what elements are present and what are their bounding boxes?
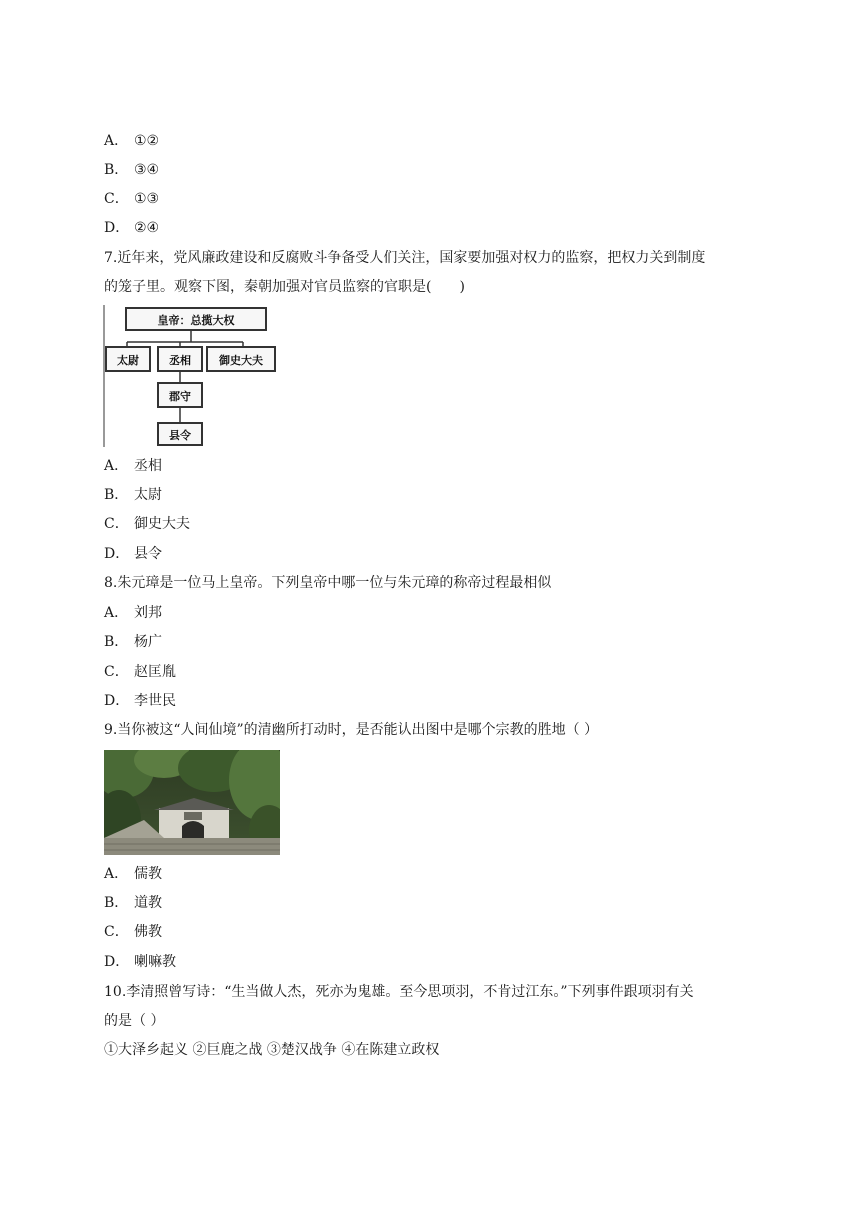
- box-emperor: [126, 308, 266, 330]
- svg-text:郡守: 郡守: [169, 390, 191, 403]
- option-text: 丞相: [134, 458, 162, 474]
- q10-stem-line2: 的是（ ）: [104, 1013, 165, 1029]
- option-letter: B．: [104, 162, 129, 178]
- q9-option-c: [104, 922, 162, 942]
- box-taiwei: [106, 347, 150, 371]
- qin-government-diagram: [103, 305, 278, 447]
- q7-stem-line1: 7.近年来，党风廉政建设和反腐败斗争备受人们关注，国家要加强对权力的监察，把权力关到制度: [104, 250, 706, 266]
- option-letter: C．: [104, 924, 129, 940]
- option-letter: C．: [104, 516, 129, 532]
- option-text: 李世民: [134, 693, 176, 709]
- option-text: 太尉: [134, 487, 162, 503]
- box-junshou: [158, 383, 202, 407]
- svg-text:丞相: 丞相: [169, 354, 191, 367]
- q7-stem-line2: 的笼子里。观察下图，秦朝加强对官员监察的官职是( ): [104, 279, 465, 295]
- option-letter: D．: [104, 693, 130, 709]
- option-letter: B．: [104, 487, 129, 503]
- option-text: 儒教: [134, 866, 162, 882]
- option-letter: A．: [104, 866, 129, 882]
- option-text: 御史大夫: [134, 516, 190, 532]
- option-text: 佛教: [134, 924, 162, 940]
- option-letter: C．: [104, 191, 129, 207]
- q10-choices: ①大泽乡起义 ②巨鹿之战 ③楚汉战争 ④在陈建立政权: [104, 1042, 440, 1058]
- q7-option-c: [104, 514, 190, 534]
- q9-stem: 9.当你被这“人间仙境”的清幽所打动时，是否能认出图中是哪个宗教的胜地（ ）: [104, 722, 599, 738]
- box-chengxiang: [158, 347, 202, 371]
- temple-photo: [104, 750, 280, 855]
- option-text: 道教: [134, 895, 162, 911]
- option-text: ③④: [134, 162, 160, 178]
- option-letter: B．: [104, 634, 129, 650]
- option-text: 县令: [134, 546, 162, 562]
- option-letter: D．: [104, 220, 130, 236]
- option-letter: B．: [104, 895, 129, 911]
- box-xianling: [158, 423, 202, 445]
- q8-option-d: [104, 691, 176, 711]
- q9-option-a: [104, 864, 162, 884]
- q8-stem: 8.朱元璋是一位马上皇帝。下列皇帝中哪一位与朱元璋的称帝过程最相似: [104, 575, 552, 591]
- q6-option-c: [104, 189, 159, 209]
- option-letter: A．: [104, 133, 129, 149]
- q9-option-b: [104, 893, 162, 913]
- q10-stem-line1: 10.李清照曾写诗：“生当做人杰，死亦为鬼雄。至今思项羽，不肯过江东。”下列事件跟项羽有关: [104, 984, 694, 1000]
- q8-option-b: [104, 632, 162, 652]
- option-text: 赵匡胤: [134, 664, 176, 680]
- q8-option-c: [104, 662, 176, 682]
- svg-text:太尉: 太尉: [117, 354, 139, 367]
- q8-option-a: [104, 603, 162, 623]
- box-yushidafu: [207, 347, 275, 371]
- option-text: 杨广: [134, 634, 162, 650]
- option-letter: A．: [104, 458, 129, 474]
- option-text: ①③: [134, 191, 160, 207]
- option-letter: D．: [104, 546, 130, 562]
- q9-option-d: [104, 952, 176, 972]
- svg-text:县令: 县令: [169, 429, 191, 442]
- q7-option-b: [104, 485, 162, 505]
- q7-option-a: [104, 456, 162, 476]
- svg-text:御史大夫: 御史大夫: [219, 354, 263, 367]
- option-letter: C．: [104, 664, 129, 680]
- svg-text:皇帝：总揽大权: 皇帝：总揽大权: [157, 314, 235, 327]
- q6-option-a: [104, 131, 159, 151]
- option-letter: A．: [104, 605, 129, 621]
- option-letter: D．: [104, 954, 130, 970]
- q7-option-d: [104, 544, 162, 564]
- option-text: 刘邦: [134, 605, 162, 621]
- option-text: 喇嘛教: [134, 954, 176, 970]
- option-text: ①②: [134, 133, 160, 149]
- q6-option-d: [104, 218, 159, 238]
- q6-option-b: [104, 160, 159, 180]
- option-text: ②④: [134, 220, 160, 236]
